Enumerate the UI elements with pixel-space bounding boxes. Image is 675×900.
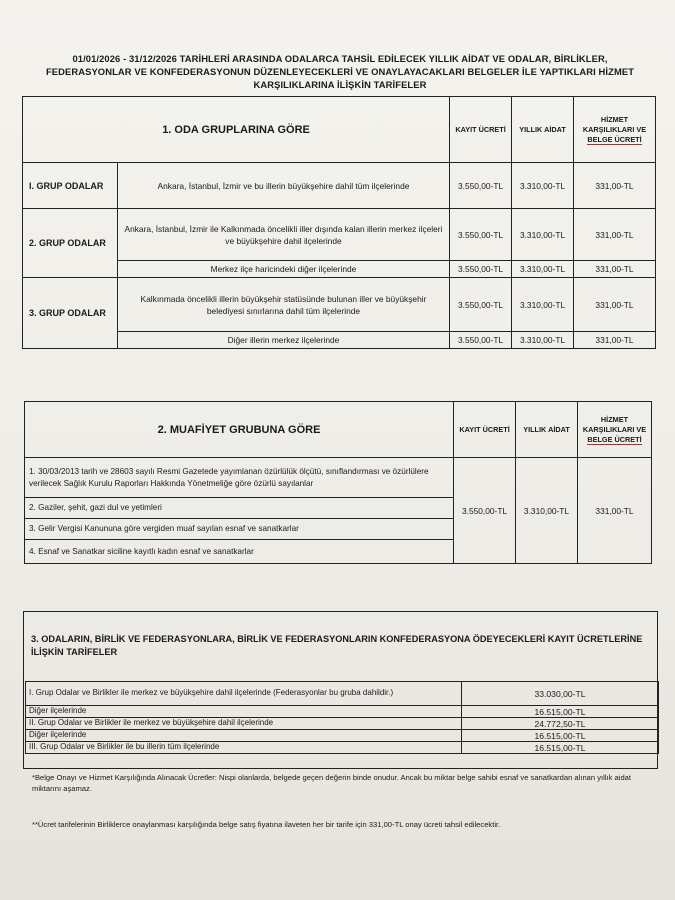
group1-row1-desc: Ankara, İstanbul, İzmir ve bu illerin büyükşehire dahil tüm ilçelerinde (117, 163, 449, 209)
group3-row2-kayit: 3.550,00-TL (450, 332, 512, 349)
table-row (26, 706, 659, 718)
group2-row2-desc: Merkez ilçe haricindeki diğer ilçelerinde (117, 261, 449, 278)
group3-row2-desc: Diğer illerin merkez ilçelerinde (117, 332, 449, 349)
muafiyet-aidat: 3.310,00-TL (516, 458, 578, 564)
oda-gruplari-table (22, 96, 656, 349)
group3-row1-desc: Kalkınmada öncelikli illerin büyükşehir statüsünde bulunan iller ve büyükşehir belediyesi sınırlarına dahil tüm ilçelerinde (117, 278, 449, 332)
s3-row3-label: II. Grup Odalar ve Birlikler ile merkez ve büyükşehire dahil ilçelerinde (26, 718, 462, 730)
table-row (23, 209, 656, 261)
muafiyet-item4: 4. Esnaf ve Sanatkar siciline kayıtlı kadın esnaf ve sanatkarlar (25, 540, 454, 564)
group3-row1-hizmet: 331,00-TL (574, 278, 656, 332)
s3-row5-label: III. Grup Odalar ve Birlikler ile bu illerin tüm ilçelerinde (26, 742, 462, 754)
document-title: 01/01/2026 - 31/12/2026 TARİHLERİ ARASINDA ODALARCA TAHSİL EDİLECEK YILLIK AİDAT VE ODALAR, BİRLİKLER, FEDERASYONLAR VE KONFEDERASYONUN DÜZENLEYECEKLERİ VE ONAYLAYACAKLARI BELGELER İLE YAPTIKLARI HİZMET KARŞILIKLARINA İLİŞKİN TARİFELER (45, 53, 635, 90)
section2-heading: 2. MUAFİYET GRUBUNA GÖRE (25, 402, 454, 458)
s3-row2-value: 16.515,00-TL (462, 706, 659, 718)
group3-row2-hizmet: 331,00-TL (574, 332, 656, 349)
kayit-header: KAYIT ÜCRETİ (450, 97, 512, 163)
group3-row1-aidat: 3.310,00-TL (512, 278, 574, 332)
kayit-header-2: KAYIT ÜCRETİ (454, 402, 516, 458)
footnote-belge-onayi: *Belge Onayı ve Hizmet Karşılığında Alınacak Ücretler: Nispi olanlarda, belgede geçen değerin binde onudur. Ancak bu miktar belge sahibi esnaf ve sanatkardan alınan yıllık aidat miktarını aşamaz. (32, 773, 631, 793)
hizmet-header-line2: KARŞILIKLARI VE (582, 124, 647, 134)
section1-heading: 1. ODA GRUPLARINA GÖRE (23, 97, 450, 163)
footnote-onay-ucreti: **Ücret tarifelerinin Birliklerce onaylanması karşılığında belge satış fiyatına ilaveten her bir tarife için 331,00-TL onay ücreti tahsil edilecektir. (32, 820, 501, 829)
group1-row1-hizmet: 331,00-TL (574, 163, 656, 209)
hizmet-header-2 (578, 402, 652, 458)
s3-row5-value: 16.515,00-TL (462, 742, 659, 754)
group3-row2-aidat: 3.310,00-TL (512, 332, 574, 349)
group2-row2-kayit: 3.550,00-TL (450, 261, 512, 278)
table-header-row (23, 97, 656, 163)
aidat-header: YILLIK AİDAT (512, 97, 574, 163)
s3-row1-value: 33.030,00-TL (462, 682, 659, 706)
table-row (26, 730, 659, 742)
s3-row1-label: I. Grup Odalar ve Birlikler ile merkez ve büyükşehire dahil ilçelerinde (Federasyonlar bu gruba dahildir.) (26, 682, 462, 706)
table-row (23, 261, 656, 278)
table-header-row (25, 402, 652, 458)
group2-row2-aidat: 3.310,00-TL (512, 261, 574, 278)
group1-name: I. GRUP ODALAR (23, 163, 118, 209)
muafiyet-hizmet: 331,00-TL (578, 458, 652, 564)
muafiyet-item1: 1. 30/03/2013 tarih ve 28603 sayılı Resmi Gazetede yayımlanan özürlülük ölçütü, sınıflandırması ve özürlülere verilecek Sağlık Kurulu Raporları Hakkında Yönetmeliğe göre özürlü sayılanlar (25, 458, 454, 498)
hizmet-header2-line3: BELGE ÜCRETİ (587, 434, 642, 444)
group3-name: 3. GRUP ODALAR (23, 278, 118, 349)
table-row (26, 682, 659, 706)
table-row (23, 332, 656, 349)
hizmet-header-line3: BELGE ÜCRETİ (587, 134, 642, 144)
hizmet-header2-line1: HİZMET (600, 414, 629, 424)
s3-row4-label: Diğer ilçelerinde (26, 730, 462, 742)
table-row (23, 278, 656, 332)
muafiyet-kayit: 3.550,00-TL (454, 458, 516, 564)
group2-name: 2. GRUP ODALAR (23, 209, 118, 278)
s3-row4-value: 16.515,00-TL (462, 730, 659, 742)
table-row (23, 163, 656, 209)
hizmet-header (574, 97, 656, 163)
section3-heading: 3. ODALARIN, BİRLİK VE FEDERASYONLARA, BİRLİK VE FEDERASYONLARIN KONFEDERASYONA ÖDEYECEKLERİ KAYIT ÜCRETLERİNE İLİŞKİN TARİFELER (31, 634, 643, 657)
s3-row2-label: Diğer ilçelerinde (26, 706, 462, 718)
hizmet-header-line1: HİZMET (600, 114, 629, 124)
group2-row2-hizmet: 331,00-TL (574, 261, 656, 278)
kayit-ucretleri-table (25, 681, 659, 754)
muafiyet-item3: 3. Gelir Vergisi Kanununa göre vergiden muaf sayılan esnaf ve sanatkarlar (25, 519, 454, 540)
group3-row1-kayit: 3.550,00-TL (450, 278, 512, 332)
group1-row1-kayit: 3.550,00-TL (450, 163, 512, 209)
muafiyet-item2: 2. Gaziler, şehit, gazi dul ve yetimleri (25, 498, 454, 519)
group1-row1-aidat: 3.310,00-TL (512, 163, 574, 209)
table-row (26, 718, 659, 730)
group2-row1-aidat: 3.310,00-TL (512, 209, 574, 261)
muafiyet-table (24, 401, 652, 564)
group2-row1-desc: Ankara, İstanbul, İzmir ile Kalkınmada öncelikli iller dışında kalan illerin merkez ilçeleri ve büyükşehire dahil ilçelerinde (117, 209, 449, 261)
table-row (26, 742, 659, 754)
group2-row1-hizmet: 331,00-TL (574, 209, 656, 261)
table-row (25, 458, 652, 498)
s3-row3-value: 24.772,50-TL (462, 718, 659, 730)
aidat-header-2: YILLIK AİDAT (516, 402, 578, 458)
group2-row1-kayit: 3.550,00-TL (450, 209, 512, 261)
hizmet-header2-line2: KARŞILIKLARI VE (582, 424, 647, 434)
